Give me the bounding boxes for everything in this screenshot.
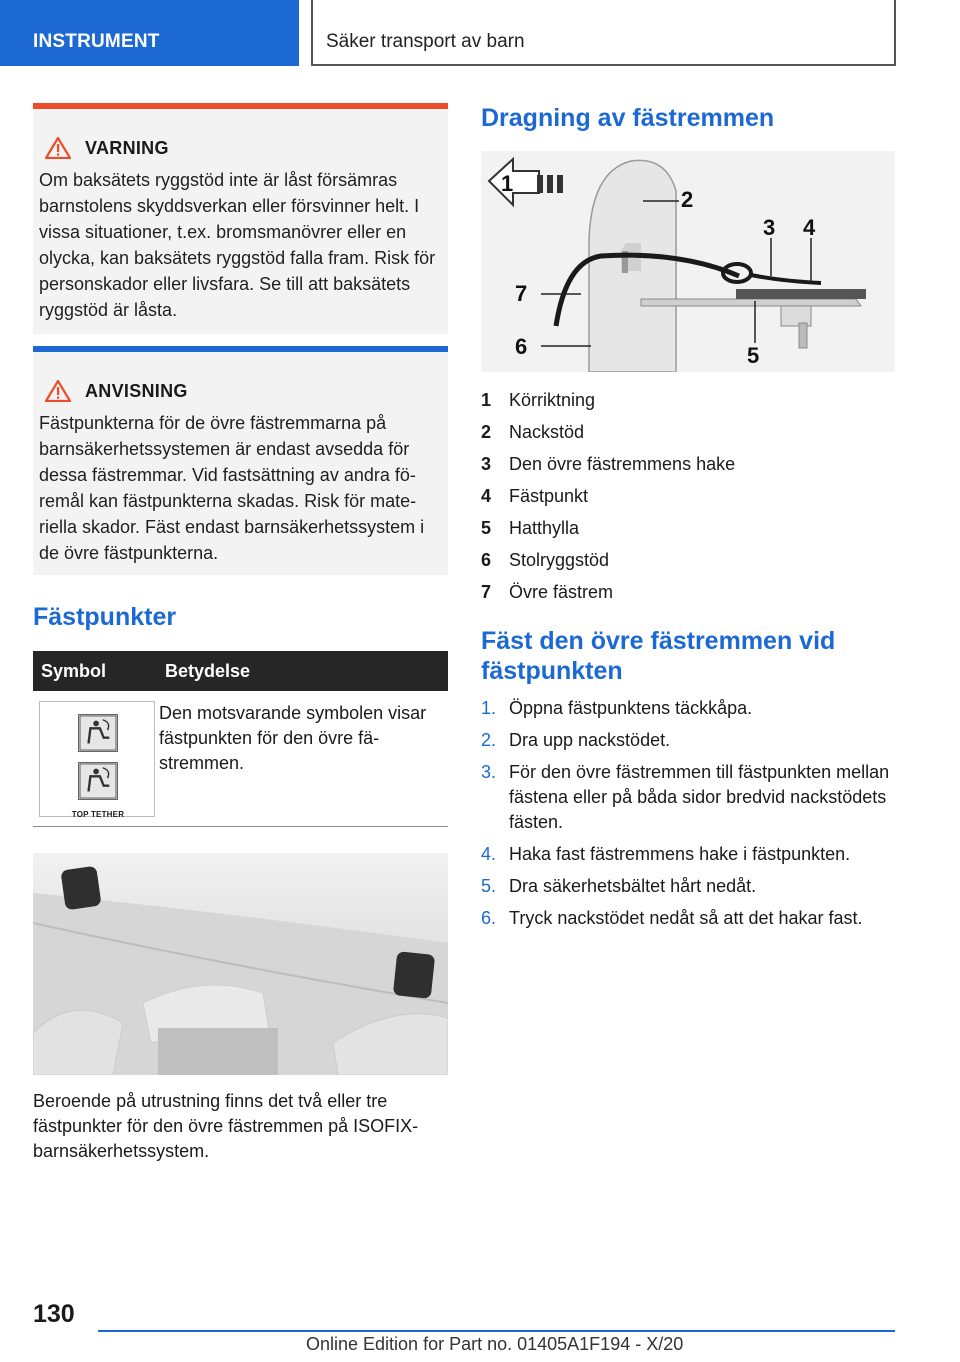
rear-shelf-photo xyxy=(33,853,448,1075)
left-column xyxy=(33,103,448,1164)
legend-label: Nackstöd xyxy=(509,421,585,442)
step-text: Dra säkerhetsbältet hårt nedåt. xyxy=(509,876,757,896)
legend-number: 7 xyxy=(481,581,492,602)
notice-title-text: ANVISNING xyxy=(85,381,188,401)
step-number: 4. xyxy=(481,844,497,864)
step-text: För den övre fästremmen till fästpunkten mellan fästena eller på båda sidor bredvid nackstödets fästen. xyxy=(509,762,890,832)
page-number: 130 xyxy=(33,1300,75,1328)
warning-triangle-icon xyxy=(45,137,71,159)
legend-label: Övre fästrem xyxy=(509,581,614,602)
top-tether-label: TOP TETHER xyxy=(71,810,125,819)
legend-number: 5 xyxy=(481,517,492,538)
page-header xyxy=(0,0,960,66)
warning-title-text: VARNING xyxy=(85,138,169,158)
table-header-symbol: Symbol xyxy=(33,651,157,691)
photo-caption: Beroende på utrustning finns det två eller tre fästpunkter för den övre fästremmen på ISOFIX-barnsäkerhetssystem. xyxy=(33,1090,419,1161)
step-number: 5. xyxy=(481,876,497,896)
diagram-label-5: 5 xyxy=(747,343,760,368)
heading-anchor-points: Fästpunkter xyxy=(33,603,177,631)
list-item xyxy=(481,512,895,544)
heading-attach-strap: Fäst den övre fästremmen vid fästpunkten xyxy=(481,627,836,685)
table-header-meaning: Betydelse xyxy=(157,651,448,691)
legend-number: 4 xyxy=(481,485,492,506)
chapter-title: Säker transport av barn xyxy=(311,0,896,66)
list-item xyxy=(481,416,895,448)
notice-box xyxy=(33,346,448,575)
list-item xyxy=(481,906,895,931)
top-tether-symbol xyxy=(39,701,155,817)
strap-routing-illustration xyxy=(481,151,895,372)
footer-divider xyxy=(98,1330,895,1332)
step-text: Öppna fästpunktens täckkåpa. xyxy=(509,698,753,718)
step-text: Tryck nackstödet nedåt så att det hakar fast. xyxy=(509,908,863,928)
list-item xyxy=(481,448,895,480)
step-text: Haka fast fästremmens hake i fästpunkten. xyxy=(509,844,851,864)
list-item xyxy=(481,576,895,608)
diagram-label-2: 2 xyxy=(681,187,694,212)
child-seat-anchor-icon xyxy=(78,714,118,752)
symbol-cell xyxy=(33,691,157,826)
legend-label: Körriktning xyxy=(509,389,596,410)
notice-triangle-icon xyxy=(45,380,71,402)
diagram-label-3: 3 xyxy=(763,215,776,240)
list-item xyxy=(481,760,895,835)
list-item xyxy=(481,728,895,753)
notice-title xyxy=(45,378,440,404)
legend-number: 6 xyxy=(481,549,492,570)
step-number: 3. xyxy=(481,762,497,782)
list-item xyxy=(481,544,895,576)
warning-title xyxy=(45,135,440,161)
diagram-label-1: 1 xyxy=(501,171,514,196)
legend-label: Hatthylla xyxy=(509,517,580,538)
strap-routing-diagram xyxy=(481,151,895,372)
diagram-legend xyxy=(481,384,895,608)
step-number: 6. xyxy=(481,908,497,928)
legend-label: Fästpunkt xyxy=(509,485,589,506)
warning-box xyxy=(33,103,448,334)
legend-number: 1 xyxy=(481,389,492,410)
legend-number: 2 xyxy=(481,421,492,442)
list-item xyxy=(481,842,895,867)
list-item xyxy=(481,384,895,416)
warning-text: Om baksätets ryggstöd inte är låst försämras barnstolens skyddsverkan eller försvinner helt. I vissa situationer, t.ex. bromsmanövrer eller en olycka, kan baksätets ryggstöd falla fram. Risk för personskador eller livsfara. Se till att baksätets ryggstöd är låsta. xyxy=(39,170,436,320)
step-text: Dra upp nackstödet. xyxy=(509,730,671,750)
symbol-table xyxy=(33,651,448,827)
table-row xyxy=(33,691,448,826)
list-item xyxy=(481,874,895,899)
notice-text: Fästpunkterna för de övre fästremmarna på barnsäkerhetssystemen är endast avsedda för dessa fästremmar. Vid fastsättning av andra föremål kan fästpunkterna skadas. Risk för materiella skador. Fäst endast barnsäkerhetssystem i de övre fästpunkterna. xyxy=(39,413,425,563)
diagram-label-4: 4 xyxy=(803,215,816,240)
list-item xyxy=(481,480,895,512)
footer-edition: Online Edition for Part no. 01405A1F194 - X/20 xyxy=(306,1334,684,1354)
section-tab[interactable]: INSTRUMENT xyxy=(0,0,299,66)
step-number: 2. xyxy=(481,730,497,750)
meaning-cell: Den motsvarande symbolen visar fästpunkten för den övre fästremmen. xyxy=(157,691,448,826)
heading-strap-routing: Dragning av fästremmen xyxy=(481,104,775,132)
table-header-row xyxy=(33,651,448,691)
diagram-label-6: 6 xyxy=(515,334,528,359)
diagram-label-7: 7 xyxy=(515,281,528,306)
rear-shelf-illustration xyxy=(33,853,448,1075)
legend-number: 3 xyxy=(481,453,492,474)
steps-list xyxy=(481,696,895,931)
legend-label: Stolryggstöd xyxy=(509,549,610,570)
right-column xyxy=(481,103,895,938)
legend-label: Den övre fästremmens hake xyxy=(509,453,736,474)
step-number: 1. xyxy=(481,698,497,718)
list-item xyxy=(481,696,895,721)
top-tether-icon xyxy=(78,762,118,800)
